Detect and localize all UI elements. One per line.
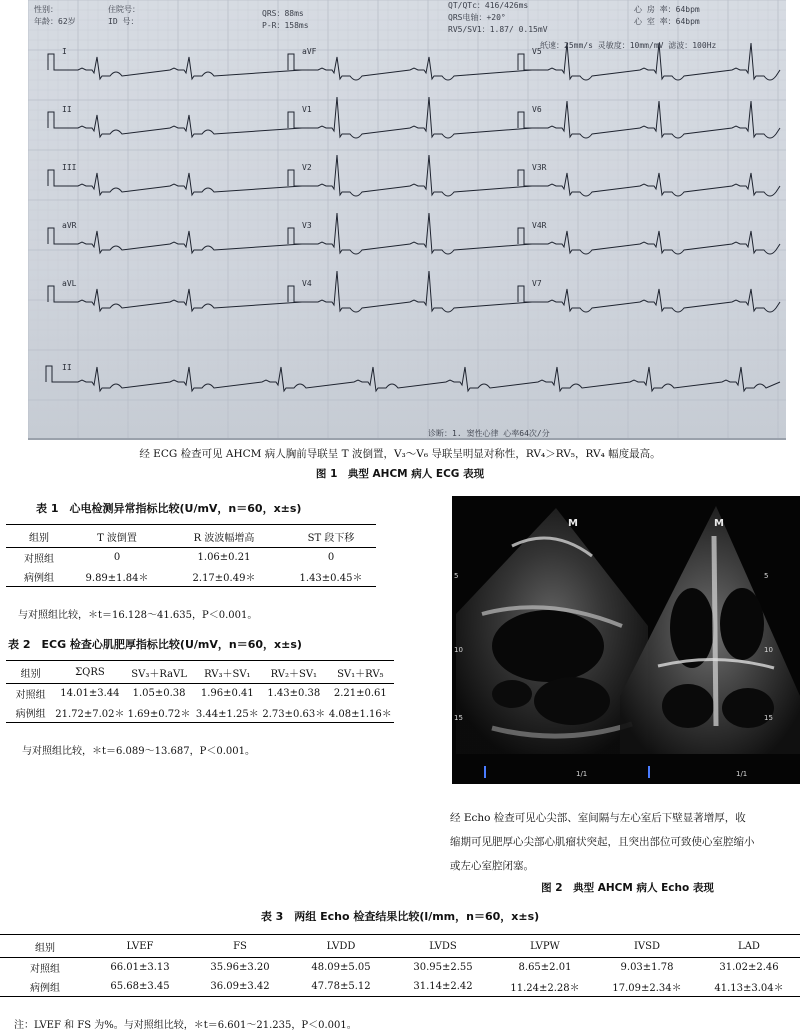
ecg-tracing [28, 0, 786, 438]
ecg-lead-trace [288, 213, 532, 254]
ecg-lead-label: aVL [62, 279, 77, 288]
table2-cell: 1.05±0.38 [132, 688, 186, 699]
echo-figure-image [452, 496, 800, 784]
table-row [6, 548, 376, 568]
table1-cell: 9.89±1.84＊ [72, 567, 162, 587]
table2-cell: 2.73±0.63＊ [261, 703, 327, 723]
echo-right-page: 1/1 [736, 770, 748, 778]
ecg-lead-trace [518, 101, 780, 138]
ecg-lead-label: V2 [302, 163, 312, 172]
table3-cell: 对照组 [30, 964, 60, 975]
ecg-hdr-right-0: QT/QTc：416/426ms [448, 1, 529, 10]
ecg-rhythm-strip [46, 366, 780, 391]
table3-cell: 36.09±3.42 [190, 977, 290, 997]
table2-header-cell: RV₂＋SV₁ [261, 661, 327, 684]
table2-cell: 14.01±3.44 [60, 688, 120, 699]
table3-title: 表 3 两组 Echo 检查结果比较(l/mm，n＝60，x±s) [260, 910, 540, 923]
echo-right-chamber [722, 688, 774, 728]
ecg-lead-trace [288, 271, 532, 312]
table3-cell: 48.09±5.05 [311, 962, 371, 973]
table2-note: 与对照组比较，＊t＝6.089～13.687，P＜0.001。 [22, 746, 255, 757]
table2-header-cell: ΣQRS [55, 661, 124, 684]
table2-cell: 1.69±0.72＊ [125, 703, 194, 723]
table2-cell: 4.08±1.16＊ [327, 703, 394, 723]
table3-cell: 17.09±2.34＊ [596, 977, 698, 997]
table3-header-cell: 组别 [0, 935, 90, 958]
table1-cell: 0 [327, 552, 335, 563]
fig2-caption-line1: 经 Echo 检查可见心尖部、室间隔与左心室后下壁显著增厚，收 [450, 812, 746, 824]
table1-cell: 1.43±0.45＊ [286, 567, 376, 587]
table2 [6, 660, 394, 723]
ecg-lead-trace [48, 54, 302, 79]
table-row [0, 977, 800, 997]
ecg-lead-label: aVR [62, 221, 77, 230]
table3-header-cell: FS [190, 935, 290, 958]
table3-cell: 31.14±2.42 [392, 977, 494, 997]
table1 [6, 524, 376, 587]
table1-header-cell: R 波波幅增高 [162, 525, 286, 548]
ecg-lead-trace [48, 286, 302, 311]
ecg-lead-label: aVF [302, 47, 317, 56]
table1-cell: 病例组 [6, 567, 72, 587]
table3-header-cell: LVDS [392, 935, 494, 958]
table1-cell: 0 [113, 552, 121, 563]
ecg-hdr-params-0: QRS：88ms [262, 9, 304, 18]
table3-header-cell: LVEF [90, 935, 190, 958]
ecg-lead-label: V1 [302, 105, 312, 114]
table2-cell: 1.96±0.41 [200, 688, 254, 699]
table1-cell: 2.17±0.49＊ [162, 567, 286, 587]
ecg-hdr-mid-1: ID 号： [108, 17, 139, 26]
table1-cell: 1.06±0.21 [197, 552, 251, 563]
echo-left-chamber [492, 680, 532, 708]
table3 [0, 934, 800, 997]
echo-left-cursor [484, 766, 486, 778]
table-row [6, 567, 376, 587]
table2-cell: 2.21±0.61 [333, 688, 387, 699]
echo-left-chamber [534, 677, 610, 725]
table-row [6, 684, 394, 704]
table3-cell: 66.01±3.13 [110, 962, 170, 973]
table3-cell: 病例组 [0, 977, 90, 997]
fig2-caption-line3: 或左心室腔闭塞。 [450, 860, 534, 872]
fig2-title: 图 2 典型 AHCM 病人 Echo 表现 [541, 882, 714, 894]
table2-cell: 21.72±7.02＊ [55, 703, 124, 723]
ecg-lead-trace [48, 112, 302, 137]
ecg-lead-trace [48, 170, 302, 195]
fig1-caption: 经 ECG 检查可见 AHCM 病人胸前导联呈 T 波倒置，V₃～V₆ 导联呈明显对称性，RV₄＞RV₅，RV₄ 幅度最高。 [139, 448, 661, 460]
ecg-lead-label: V3R [532, 163, 547, 172]
table3-header-cell: LVDD [290, 935, 392, 958]
echo-right-depth-10: 10 [764, 646, 773, 654]
table2-cell: 对照组 [15, 690, 46, 701]
table3-header-cell: IVSD [596, 935, 698, 958]
table2-header-cell: 组别 [6, 661, 55, 684]
fig2-caption-line2: 缩期可见肥厚心尖部心肌瘤状突起，且突出部位可致使心室腔缩小 [450, 836, 755, 848]
table2-cell: 3.44±1.25＊ [194, 703, 261, 723]
table3-note: 注：LVEF 和 FS 为%。与对照组比较，＊t＝6.601～21.235，P＜0.001。 [14, 1020, 357, 1031]
table1-header-cell: T 波倒置 [72, 525, 162, 548]
ecg-lead-label: II [62, 105, 72, 114]
ecg-hdr-right-1: QRS电轴：+20° [448, 13, 506, 22]
ecg-hdr-rate-1: 心 室 率：64bpm [634, 17, 700, 26]
table3-header-row [0, 935, 800, 958]
ecg-lead-label: V6 [532, 105, 542, 114]
table3-cell: 9.03±1.78 [620, 962, 674, 973]
ecg-hdr-right-2: RV5/SV1：1.87/ 0.15mV [448, 25, 548, 34]
echo-right-depth-15: 15 [764, 714, 773, 722]
table2-header-cell: RV₃＋SV₁ [194, 661, 261, 684]
echo-right-chamber [662, 684, 714, 728]
echo-left-depth-15: 15 [454, 714, 463, 722]
table1-header-row [6, 525, 376, 548]
ecg-lead-trace [288, 54, 532, 80]
echo-ultrasound-views [452, 496, 800, 784]
table3-header-cell: LVPW [494, 935, 596, 958]
fig1-title: 图 1 典型 AHCM 病人 ECG 表现 [315, 468, 485, 480]
ecg-hdr-mid-0: 住院号： [108, 5, 140, 14]
table2-cell: 1.43±0.38 [267, 688, 321, 699]
echo-right-m-marker: M [714, 518, 724, 529]
ecg-hdr-rate-0: 心 房 率：64bpm [634, 5, 700, 14]
ecg-ecg-footer: 诊断：1. 窦性心律 心率64次/分 [428, 429, 550, 438]
table2-header-row [6, 661, 394, 684]
table2-header-cell: SV₁＋RV₅ [327, 661, 394, 684]
echo-right-depth-5: 5 [764, 572, 769, 580]
table2-title: 表 2 ECG 检查心肌肥厚指标比较(U/mV，n＝60，x±s) [8, 638, 302, 651]
ecg-lead-trace [518, 170, 780, 196]
echo-left-m-marker: M [568, 518, 578, 529]
table1-cell: 对照组 [24, 554, 54, 565]
echo-left-page: 1/1 [576, 770, 588, 778]
table3-header-cell: LAD [698, 935, 800, 958]
echo-left-depth-10: 10 [454, 646, 463, 654]
table1-header-cell: 组别 [6, 525, 72, 548]
echo-left-chamber [492, 610, 604, 682]
table2-cell: 病例组 [6, 703, 55, 723]
ecg-lead-trace [48, 228, 302, 253]
ecg-lead-label: V7 [532, 279, 542, 288]
ecg-hdr-left-1: 年龄：62岁 [34, 17, 76, 26]
ecg-lead-label: III [62, 163, 77, 172]
ecg-lead-trace [288, 97, 532, 138]
ecg-lead-label: I [62, 47, 67, 56]
ecg-lead-label: V3 [302, 221, 312, 230]
table1-note: 与对照组比较，＊t＝16.128～41.635，P＜0.001。 [18, 610, 258, 621]
table3-cell: 65.68±3.45 [90, 977, 190, 997]
echo-right-chamber [670, 588, 714, 668]
table3-cell: 30.95±2.55 [413, 962, 473, 973]
echo-left-depth-5: 5 [454, 572, 459, 580]
table3-cell: 47.78±5.12 [290, 977, 392, 997]
ecg-lead-label: V4 [302, 279, 312, 288]
table3-cell: 35.96±3.20 [210, 962, 270, 973]
ecg-hdr-params-1: P-R：158ms [262, 21, 309, 30]
table3-cell: 41.13±3.04＊ [698, 977, 800, 997]
ecg-lead-label: II [62, 363, 72, 372]
ecg-hdr-left-0: 性别： [34, 5, 58, 14]
table-row [0, 958, 800, 978]
table3-cell: 11.24±2.28＊ [494, 977, 596, 997]
ecg-lead-label: V5 [532, 47, 542, 56]
ecg-hdr-settings: 纸速：25mm/s 灵敏度：10mm/mV 滤波：100Hz [540, 41, 717, 50]
table-row [6, 703, 394, 723]
table2-header-cell: SV₃＋RaVL [125, 661, 194, 684]
ecg-lead-label: V4R [532, 221, 547, 230]
table3-cell: 8.65±2.01 [518, 962, 572, 973]
echo-right-chamber [720, 588, 764, 660]
table1-header-cell: ST 段下移 [286, 525, 376, 548]
echo-right-cursor [648, 766, 650, 778]
table3-cell: 31.02±2.46 [719, 962, 779, 973]
ecg-figure-image [28, 0, 786, 440]
table1-title: 表 1 心电检测异常指标比较(U/mV，n＝60，x±s) [36, 502, 302, 515]
